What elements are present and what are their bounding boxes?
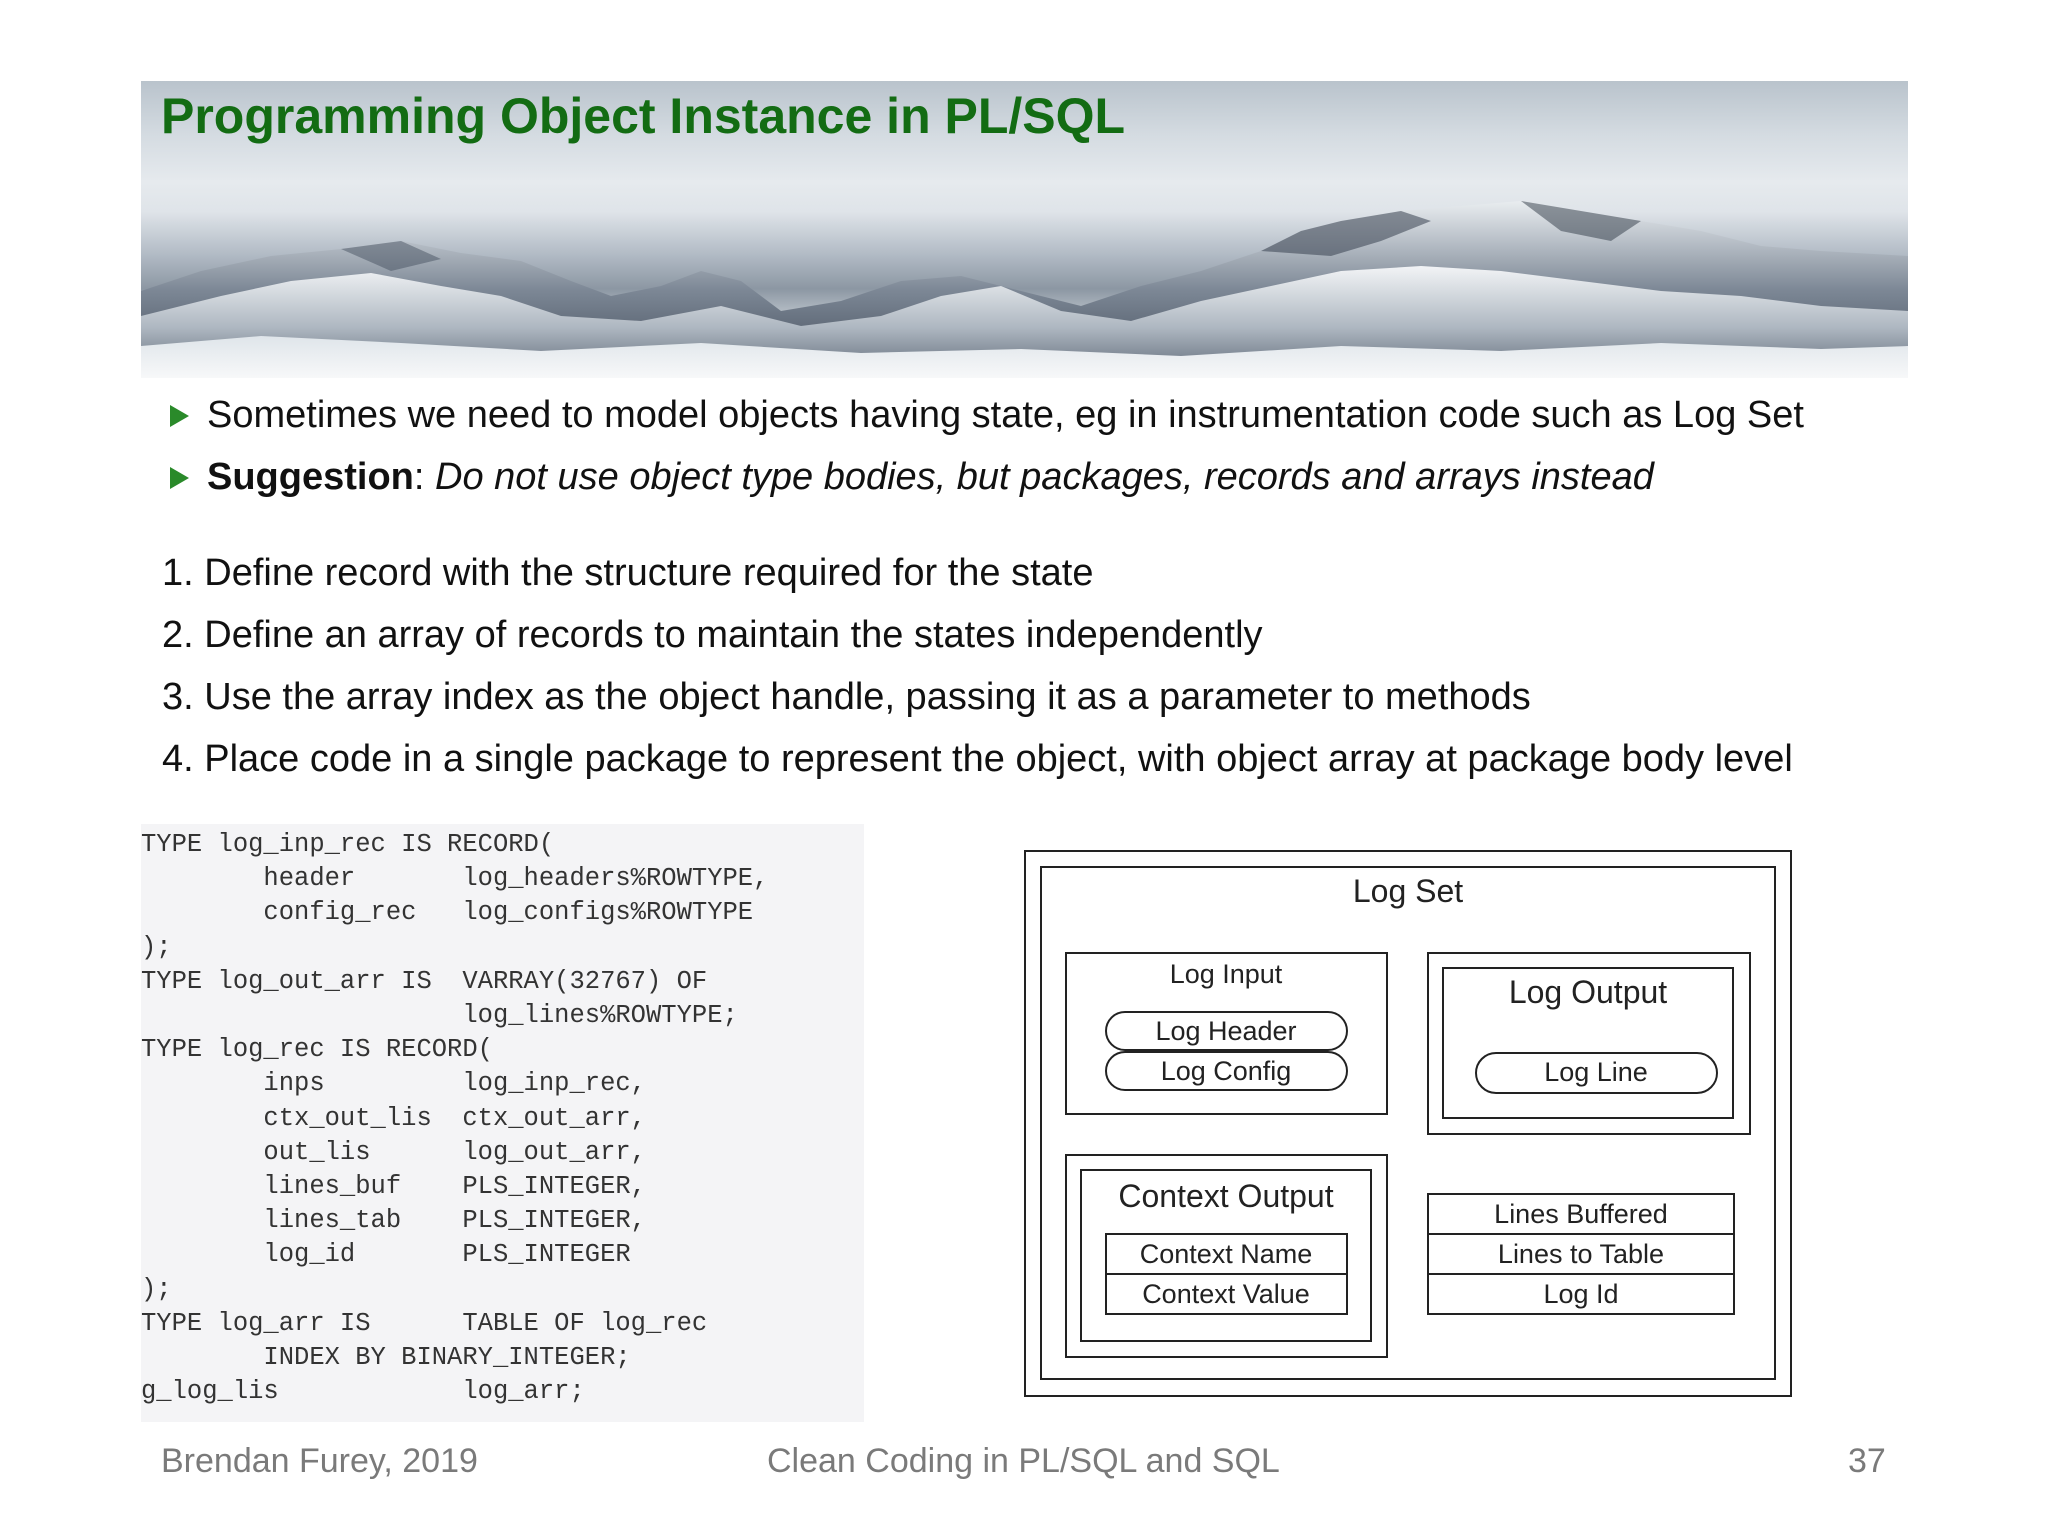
header-banner [141,81,1908,378]
log-set-diagram [1024,850,1794,1410]
log-id-label: Log Id [1543,1279,1619,1309]
bullet-triangle-icon [170,467,189,489]
bullet-item [170,390,1920,452]
log-config-label: Log Config [1160,1056,1292,1086]
context-output-label: Context Output [1118,1178,1334,1214]
log-set-label: Log Set [1352,873,1464,909]
code-block [141,824,864,1422]
suggestion-separator: : [413,456,436,498]
footer-author: Brendan Furey, 2019 [161,1442,478,1480]
suggestion-label: Suggestion [207,456,414,498]
slide-title: Programming Object Instance in PL/SQL [161,88,1126,144]
log-line-label: Log Line [1544,1057,1648,1087]
bullet-text [207,452,1654,502]
bullet-triangle-icon [170,405,189,427]
context-value-label: Context Value [1142,1279,1310,1309]
footer-page-number: 37 [1848,1442,1886,1480]
footer-course: Clean Coding in PL/SQL and SQL [767,1442,1280,1480]
lines-to-table-label: Lines to Table [1497,1239,1665,1269]
code-text: TYPE log_inp_rec IS RECORD( header log_headers%ROWTYPE, config_rec log_configs%ROWTYPE ); TYPE log_out_arr IS VARRAY(32767) OF log_lines%ROWTYPE; TYPE log_rec IS RECORD( inps log_inp_rec, ctx_out_lis ctx_out_arr, out_lis log_out_arr, lines_buf PLS_INTEGER, lines_tab PLS_INTEGER, log_id PLS_INTEGER ); TYPE log_arr IS TABLE OF log_rec INDEX BY BINARY_INTEGER; g_log_lis log_arr; [141,830,769,1407]
step-item: 2. Define an array of records to maintain the states independently [162,614,1263,656]
step-item: 3. Use the array index as the object handle, passing it as a parameter to methods [162,676,1531,718]
suggestion-text: Do not use object type bodies, but packages, records and arrays instead [435,456,1654,498]
bullet-text: Sometimes we need to model objects having state, eg in instrumentation code such as Log Set [207,394,1804,436]
log-output-label: Log Output [1508,974,1668,1010]
bullet-list [170,390,1920,514]
log-input-label: Log Input [1169,959,1283,989]
step-item: 1. Define record with the structure required for the state [162,552,1094,594]
context-name-label: Context Name [1139,1239,1313,1269]
step-item: 4. Place code in a single package to represent the object, with object array at package body level [162,738,1793,780]
steps-list [162,545,1922,793]
bullet-item [170,452,1920,514]
lines-buffered-label: Lines Buffered [1494,1199,1668,1229]
log-header-label: Log Header [1155,1016,1297,1046]
